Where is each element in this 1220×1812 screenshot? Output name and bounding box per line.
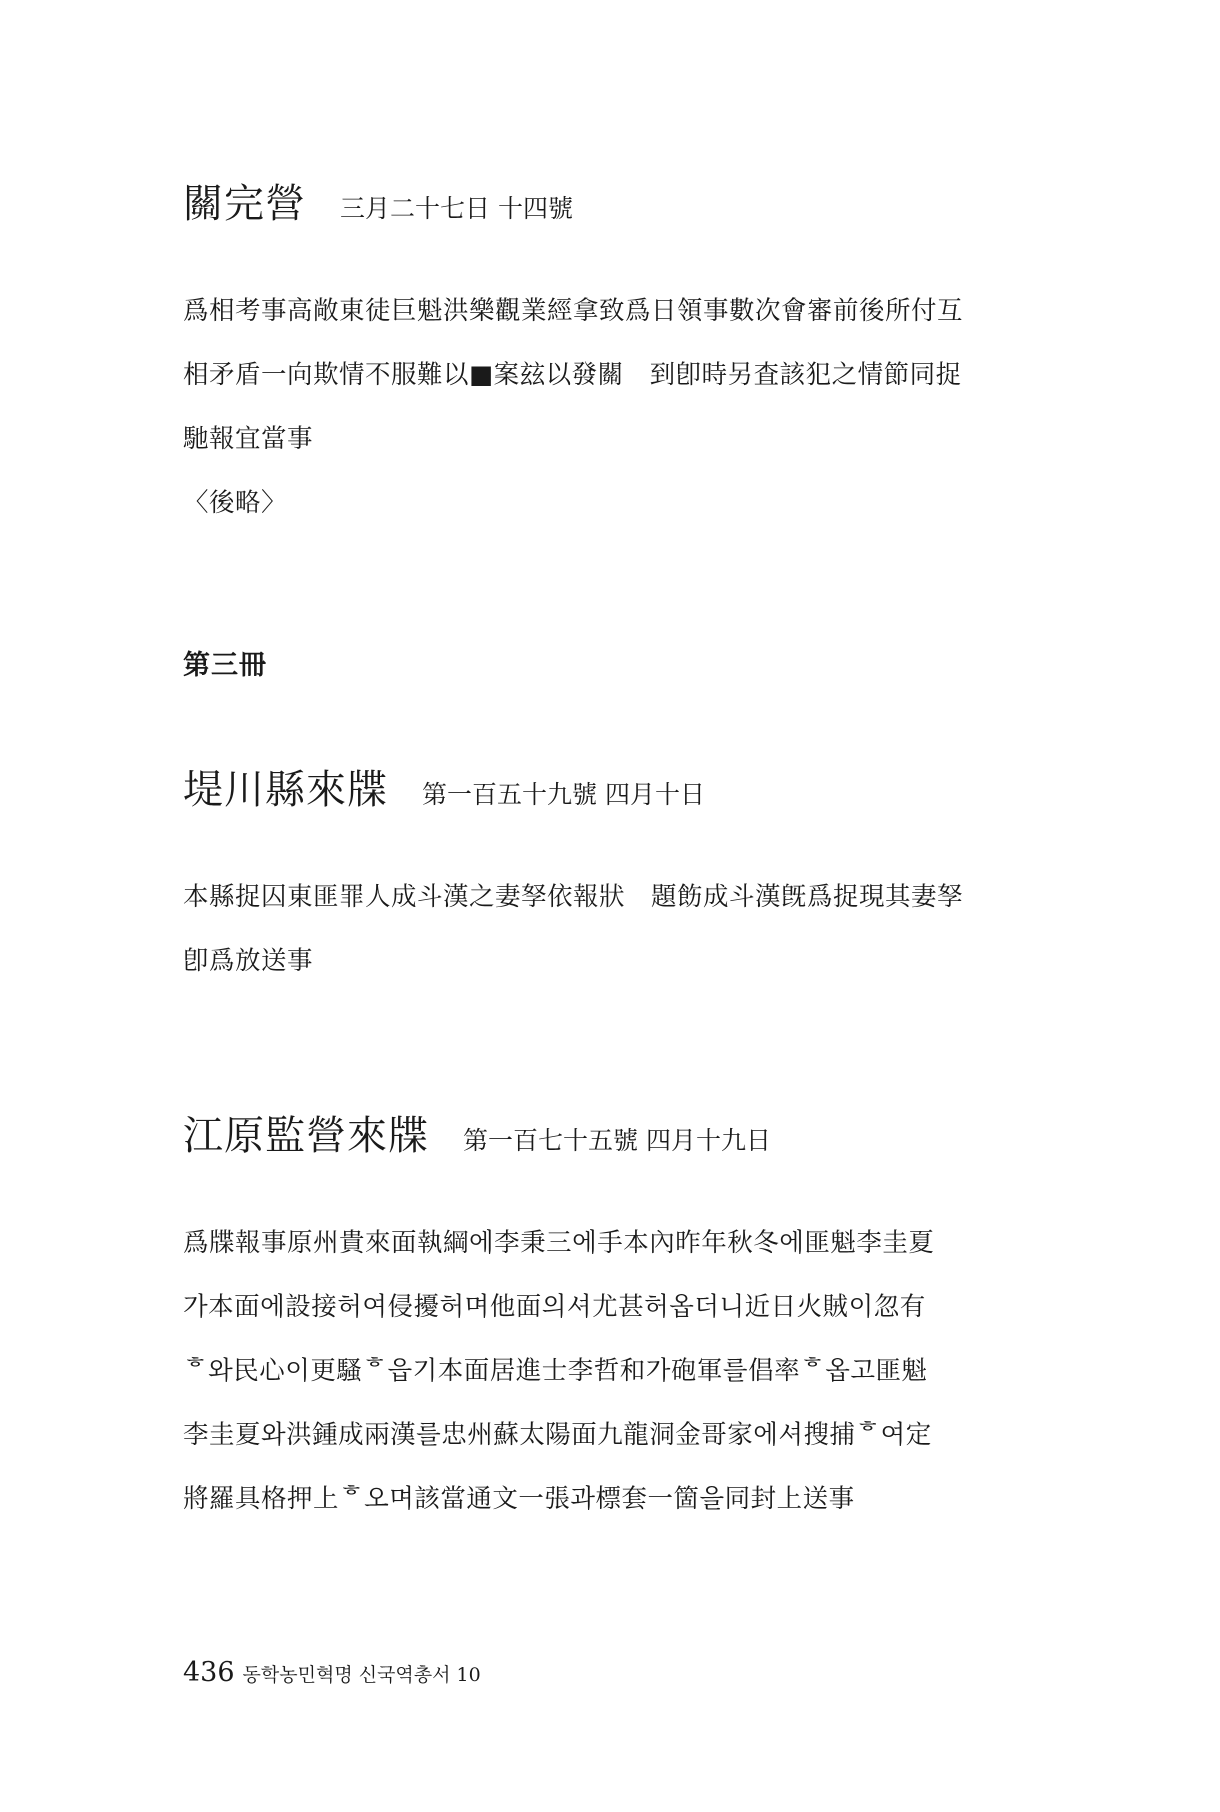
text-line: 卽爲放送事 [183,946,314,976]
section-heading-1 [183,172,573,229]
section-title: 堤川縣來牒 [183,767,388,813]
section-title: 江原監營來牒 [183,1113,429,1159]
section-title: 關完營 [183,181,306,227]
section-body-3 [183,1211,1043,1531]
section-body-2 [183,865,1043,993]
section-body-1 [183,279,1043,535]
text-line: 將羅具格押上ᄒ오며該當通文一張과標套一箇을同封上送事 [183,1484,855,1514]
series-title: 동학농민혁명 신국역총서 10 [242,1664,481,1686]
section-meta: 第一百七十五號 四月十九日 [463,1126,771,1155]
text-line: 가本面에設接허여侵擾허며他面의셔尤甚허옵더니近日火賊이忽有 [183,1292,926,1322]
page-number: 436 [183,1657,235,1688]
text-line: 爲牒報事原州貴來面執綱에李秉三에手本內昨年秋冬에匪魁李圭夏 [183,1228,935,1258]
text-line: 相矛盾一向欺情不服難以■案玆以發關 到卽時另査該犯之情節同捉 [183,360,962,390]
text-line: 本縣捉囚東匪罪人成斗漢之妻孥依報狀 題飭成斗漢旣爲捉現其妻孥 [183,882,964,912]
section-meta: 三月二十七日 十四號 [340,194,573,223]
section-meta: 第一百五十九號 四月十日 [422,780,705,809]
book-heading: 第三冊 [183,650,267,681]
text-line: 爲相考事高敞東徒巨魁洪樂觀業經拿致爲日領事數次會審前後所付互 [183,296,964,326]
text-line: 李圭夏와洪鍾成兩漢를忠州蘇太陽面九龍洞金哥家에셔搜捕ᄒ여定 [183,1420,932,1450]
text-line: ᄒ와民心이更騷ᄒ읍기本面居進士李哲和가砲軍를倡率ᄒ옵고匪魁 [183,1356,928,1386]
section-heading-3 [183,1104,771,1161]
text-line: 馳報宜當事 [183,424,314,454]
text-line: 〈後略〉 [183,488,288,518]
section-heading-2 [183,758,705,815]
page-footer [183,1657,481,1688]
